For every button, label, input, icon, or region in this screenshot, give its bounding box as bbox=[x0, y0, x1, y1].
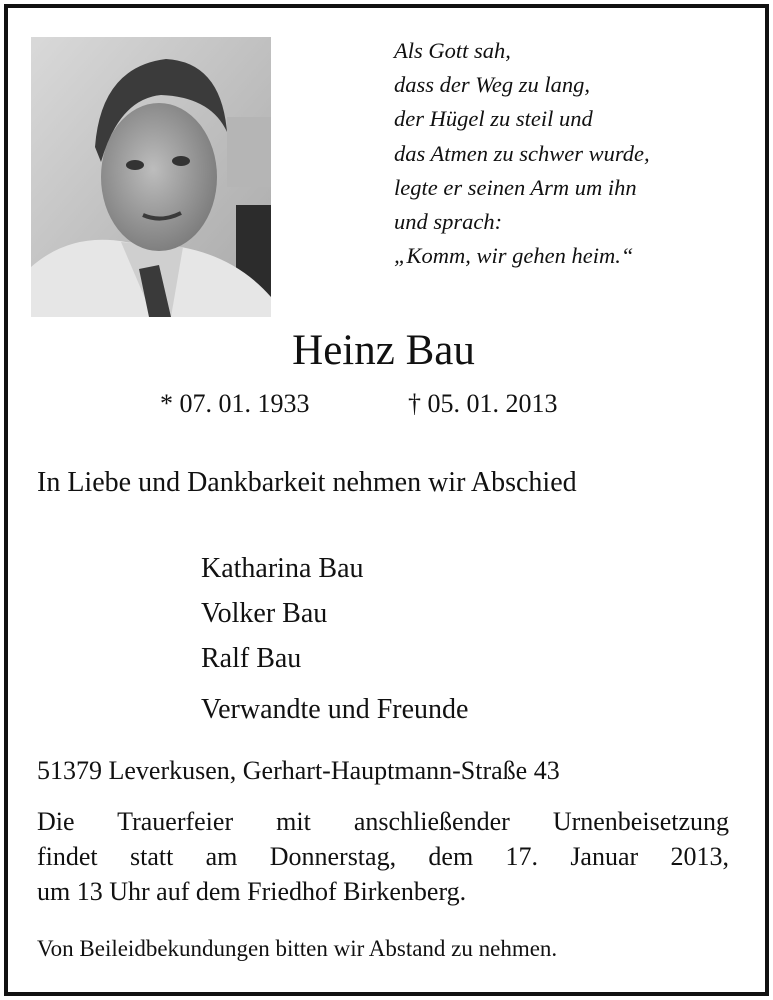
service-info bbox=[37, 804, 729, 909]
farewell-text: In Liebe und Dankbarkeit nehmen wir Abschied bbox=[37, 467, 577, 498]
mourners-list bbox=[201, 546, 364, 681]
service-line: um 13 Uhr auf dem Friedhof Birkenberg. bbox=[37, 877, 467, 906]
mourner-name: Volker Bau bbox=[201, 598, 328, 629]
poem-line: „Komm, wir gehen heim.“ bbox=[394, 243, 634, 269]
poem-line: legte er seinen Arm um ihn bbox=[394, 174, 637, 200]
relatives-text: Verwandte und Freunde bbox=[201, 694, 469, 725]
condolence-note: Von Beileidbekundungen bitten wir Abstand zu nehmen. bbox=[37, 936, 558, 961]
poem bbox=[394, 34, 650, 273]
poem-line: der Hügel zu steil und bbox=[394, 106, 593, 132]
address: 51379 Leverkusen, Gerhart-Hauptmann-Straße 43 bbox=[37, 756, 560, 785]
deceased-name: Heinz Bau bbox=[292, 327, 475, 374]
service-line: findet statt am Donnerstag, dem 17. Januar 2013, bbox=[37, 842, 729, 871]
birth-date: * 07. 01. 1933 bbox=[160, 389, 310, 418]
poem-line: und sprach: bbox=[394, 208, 503, 234]
portrait-photo bbox=[31, 37, 271, 317]
deceased-name-row bbox=[0, 323, 765, 379]
service-line: Die Trauerfeier mit anschließender Urnenbeisetzung bbox=[37, 807, 729, 836]
poem-line: das Atmen zu schwer wurde, bbox=[394, 140, 650, 166]
mourner-name: Katharina Bau bbox=[201, 553, 364, 584]
death-date: † 05. 01. 2013 bbox=[408, 389, 558, 418]
mourner-name: Ralf Bau bbox=[201, 643, 302, 674]
poem-line: dass der Weg zu lang, bbox=[394, 72, 591, 98]
poem-line: Als Gott sah, bbox=[394, 38, 511, 63]
